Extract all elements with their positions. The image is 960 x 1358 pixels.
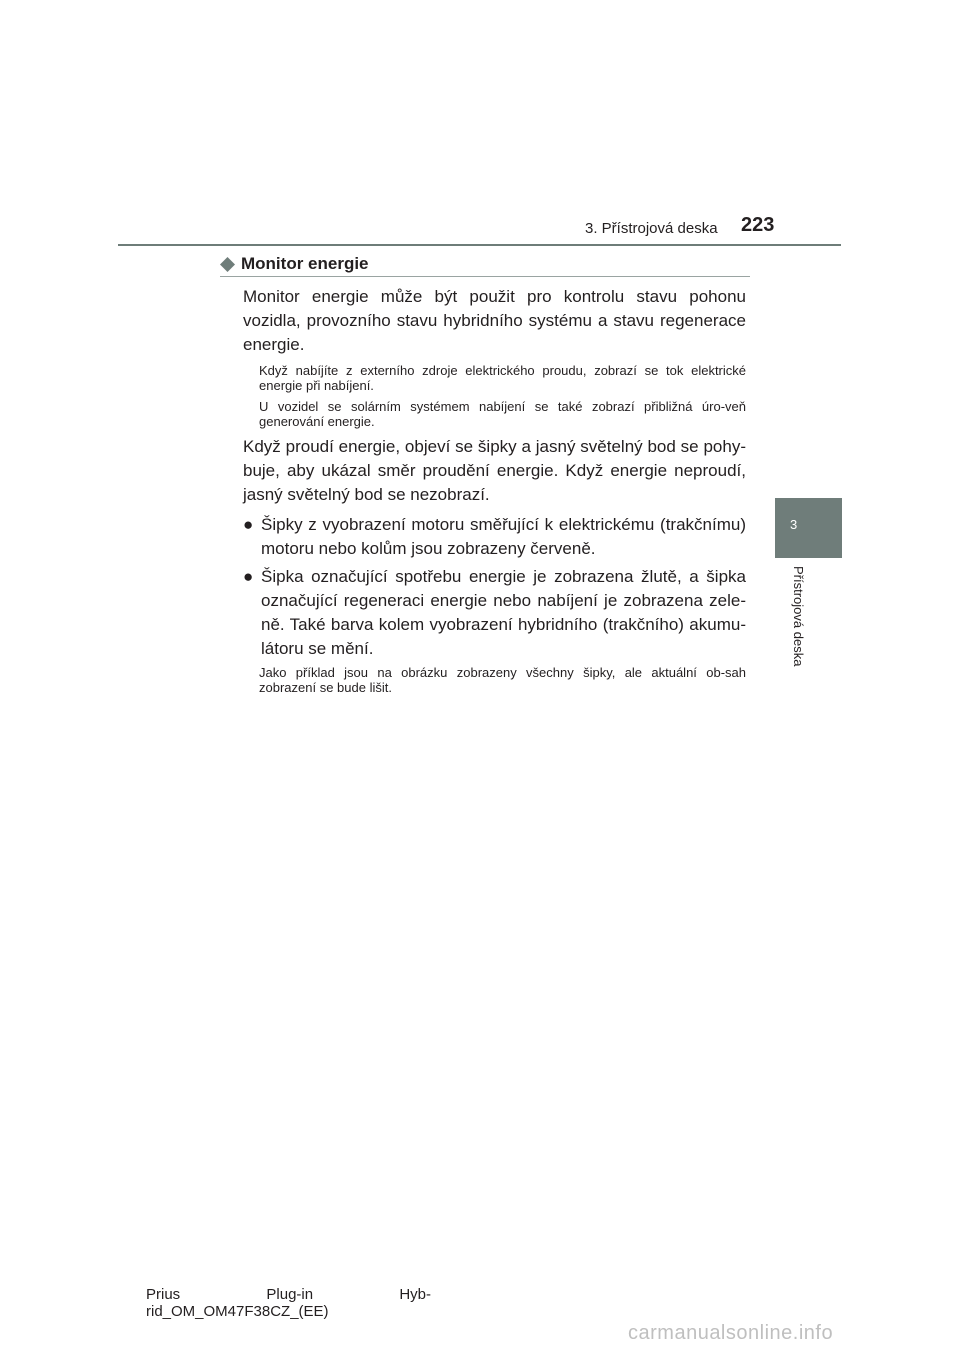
list-item-text: Šipka označující spotřebu energie je zobrazena žlutě, a šipka označující regeneraci energie nebo nabíjení je zobrazena zele-ně. Také barva kolem vyobrazení hybridního (trakčního) akumu-látoru se mění. [261,567,746,658]
footer-word: Plug-in [266,1286,314,1303]
diamond-icon [220,257,235,272]
section-divider [220,276,750,277]
energy-flow-paragraph: Když proudí energie, objeví se šipky a jasný světelný bod se pohy-buje, aby ukázal směr proudění energie. Když energie neproudí, jasný světelný bod se nezobrazí. [243,437,746,504]
note-solar-system: U vozidel se solárním systémem nabíjení se také zobrazí přibližná úro-veň generování energie. [259,399,746,429]
chapter-title: 3. Přístrojová deska [585,220,718,237]
page-number: 223 [741,214,775,236]
section-body [243,285,746,701]
chapter-side-label: Přístrojová deska [791,566,806,667]
bullet-icon: ● [243,515,254,534]
list-item [243,513,746,561]
section-heading [220,254,750,274]
bullet-icon: ● [243,567,254,586]
note-example-image: Jako příklad jsou na obrázku zobrazeny všechny šipky, ale aktuální ob-sah zobrazení se bude lišit. [259,665,746,695]
footer-code: rid_OM_OM47F38CZ_(EE) [146,1303,329,1320]
footer-word: Hyb- [399,1286,431,1303]
header-divider [118,244,841,246]
note-external-charging: Když nabíjíte z externího zdroje elektrického proudu, zobrazí se tok elektrické energie při nabíjení. [259,363,746,393]
list-item-text: Šipky z vyobrazení motoru směřující k elektrickému (trakčnímu) motoru nebo kolům jsou zobrazeny červeně. [261,515,746,558]
list-item [243,565,746,661]
footer-word: Prius [146,1286,181,1303]
footer-line [146,1286,431,1303]
section-title: Monitor energie [241,254,369,273]
document-footer [146,1286,431,1320]
chapter-tab-number: 3 [790,517,798,532]
intro-paragraph: Monitor energie může být použit pro kontrolu stavu pohonu vozidla, provozního stavu hybridního systému a stavu regenerace energie. [243,287,746,354]
watermark: carmanualsonline.info [628,1322,834,1344]
chapter-tab[interactable] [775,498,842,558]
